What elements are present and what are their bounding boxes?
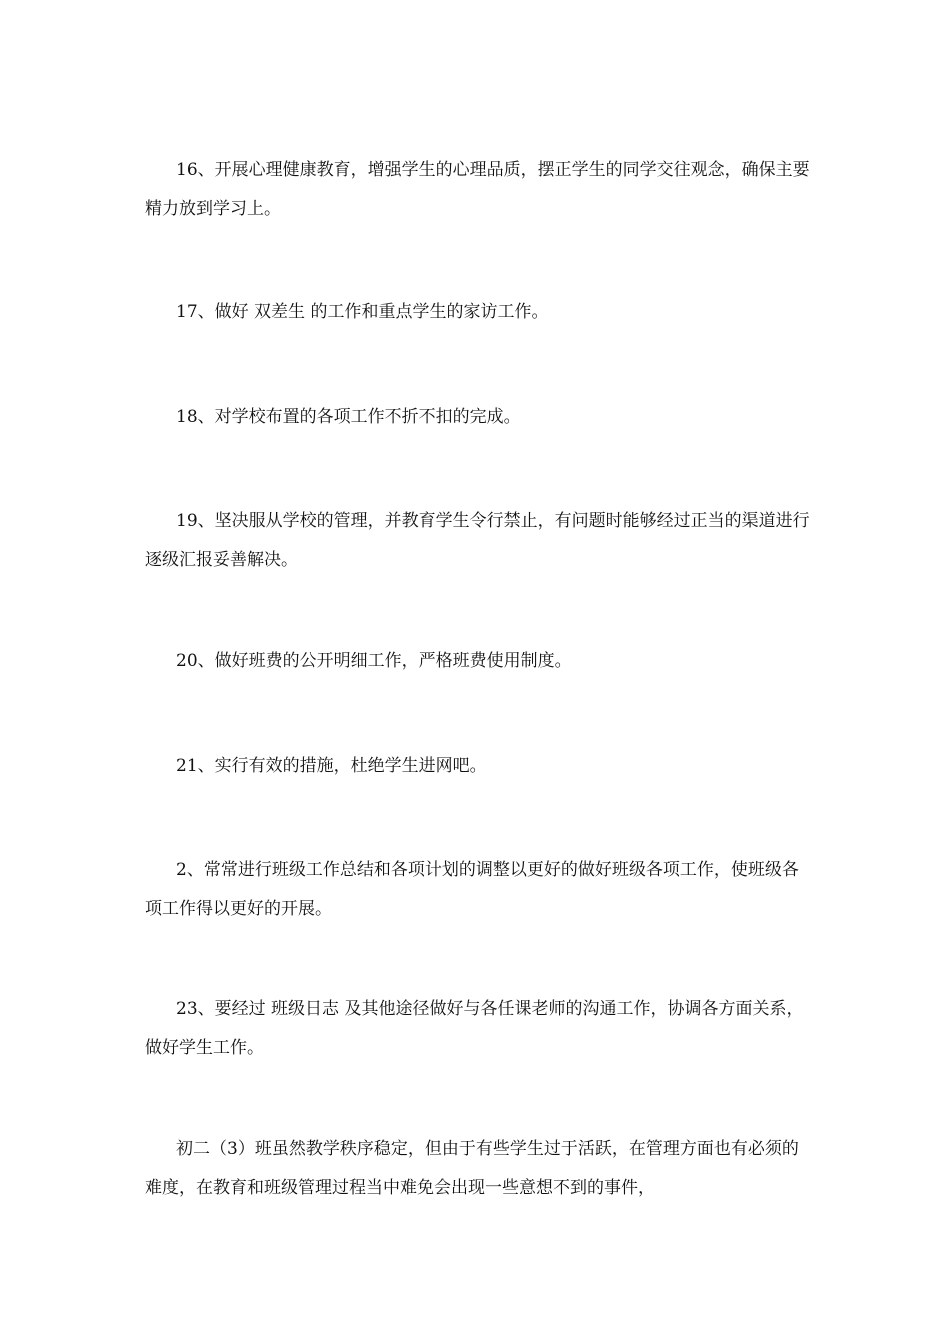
- paragraph-item-19: 19、坚决服从学校的管理，并教育学生令行禁止，有问题时能够经过正当的渠道进行逐级汇报妥善解决。: [145, 511, 810, 570]
- paragraph-item-2: 2、常常进行班级工作总结和各项计划的调整以更好的做好班级各项工作，使班级各项工作得以更好的开展。: [145, 860, 799, 919]
- paragraph-item-23: 23、要经过 班级日志 及其他途径做好与各任课老师的沟通工作，协调各方面关系，做好学生工作。: [145, 999, 804, 1058]
- paragraph-item-17: 17、做好 双差生 的工作和重点学生的家访工作。: [176, 302, 549, 322]
- paragraph-class-summary: 初二（3）班虽然教学秩序稳定，但由于有些学生过于活跃，在管理方面也有必须的难度，在教育和班级管理过程当中难免会出现一些意想不到的事件，: [145, 1139, 799, 1198]
- paragraph-item-18: 18、对学校布置的各项工作不折不扣的完成。: [176, 407, 521, 427]
- paragraph-item-21: 21、实行有效的措施，杜绝学生进网吧。: [176, 756, 487, 776]
- paragraph-item-20: 20、做好班费的公开明细工作，严格班费使用制度。: [176, 651, 572, 671]
- paragraph-item-16: 16、开展心理健康教育，增强学生的心理品质，摆正学生的同学交往观念，确保主要精力放到学习上。: [145, 160, 810, 219]
